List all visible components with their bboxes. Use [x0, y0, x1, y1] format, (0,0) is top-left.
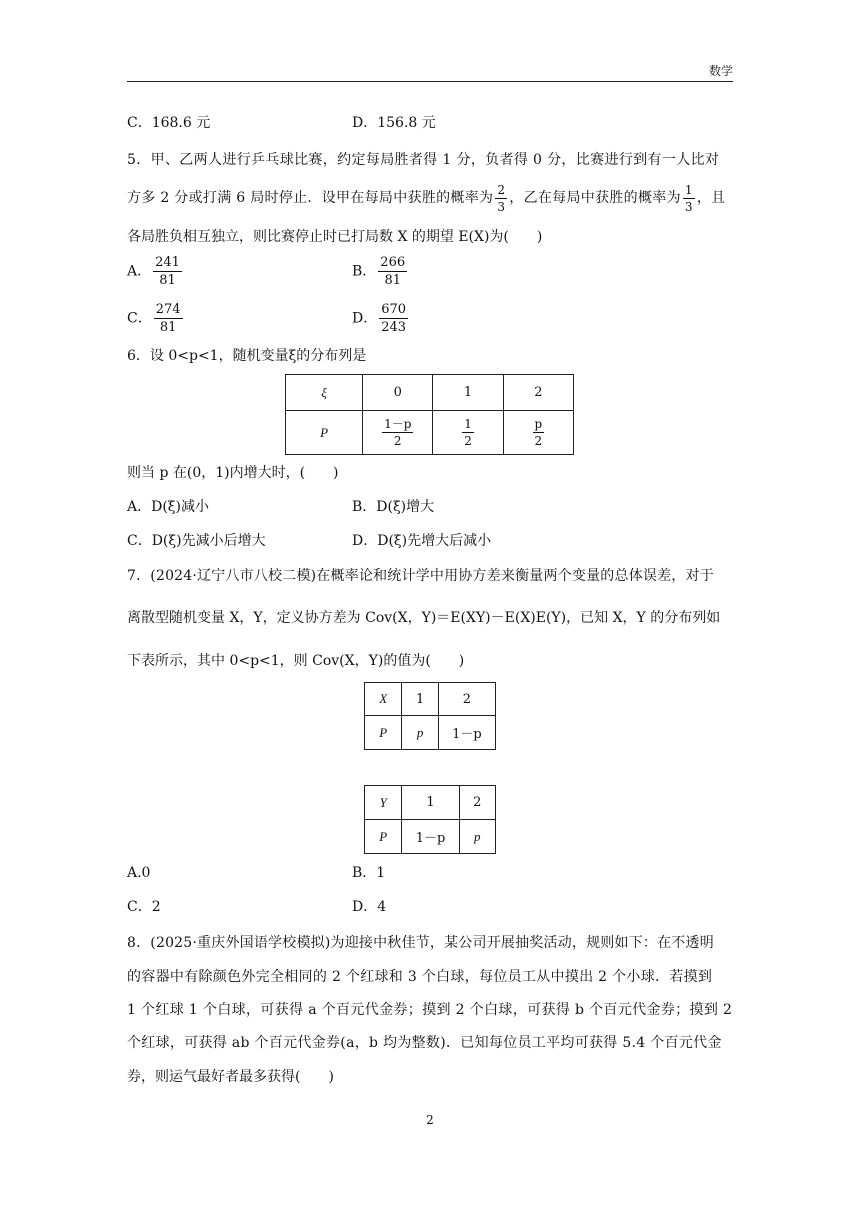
- q6-option-d: D．D(ξ)先增大后减小: [352, 533, 492, 549]
- table-cell: ξ: [286, 375, 363, 411]
- q5-frac-jia: $\frac{2}{3}$: [497, 182, 506, 214]
- table-cell: P: [286, 411, 363, 455]
- q5-stem-line3: 各局胜负相互独立，则比赛停止时已打局数 X 的期望 E(X)为( ): [127, 229, 543, 245]
- q5-text-c: ，且: [696, 190, 726, 206]
- table-cell: 1: [402, 786, 459, 820]
- q7-option-b: B．1: [352, 865, 386, 881]
- table-cell: X: [365, 683, 402, 716]
- table-cell: $\frac{1}{2}$: [433, 411, 503, 455]
- table-cell: P: [365, 820, 402, 854]
- q7-y-distribution-table: [364, 785, 496, 854]
- table-cell: 2: [459, 786, 495, 820]
- table-cell: Y: [365, 786, 402, 820]
- table-cell: 1－p: [402, 820, 459, 854]
- q4-option-d: D．156.8 元: [352, 115, 436, 131]
- q5-stem-line1: 5．甲、乙两人进行乒乓球比赛，约定每局胜者得 1 分，负者得 0 分，比赛进行到有一人比对: [127, 152, 720, 168]
- q7-stem-line2: 离散型随机变量 X，Y，定义协方差为 Cov(X，Y)＝E(XY)－E(X)E(Y)，已知 X，Y 的分布列如: [127, 610, 721, 626]
- q7-option-c: C．2: [127, 899, 161, 915]
- q6-after-text: 则当 p 在(0，1)内增大时，( ): [127, 465, 339, 481]
- table-cell: 0: [363, 375, 433, 411]
- table-cell: $\frac{p}{2}$: [503, 411, 573, 455]
- q8-stem-line5: 券，则运气最好者最多获得( ): [127, 1069, 334, 1085]
- table-cell: p: [402, 716, 438, 750]
- q5-option-a: A． $\frac{241}{81}$: [127, 255, 180, 288]
- q5-option-d: D． $\frac{670}{243}$: [352, 302, 407, 335]
- q8-stem-line4: 个红球，可获得 ab 个百元代金券(a，b 均为整数)．已知每位员工平均可获得 5.4 个百元代金: [127, 1035, 722, 1051]
- q8-stem-line3: 1 个红球 1 个白球，可获得 a 个百元代金券；摸到 2 个白球，可获得 b 个百元代金券；摸到 2: [127, 1002, 733, 1018]
- table-cell: $\frac{1-p}{2}$: [363, 411, 433, 455]
- q5-option-b: B． $\frac{266}{81}$: [352, 255, 406, 288]
- table-cell: p: [459, 820, 495, 854]
- table-cell: 1－p: [438, 716, 495, 750]
- table-cell: 1: [433, 375, 503, 411]
- q5-option-c: C． $\frac{274}{81}$: [127, 302, 181, 335]
- q7-stem-line1: 7．(2024·辽宁八市八校二模)在概率论和统计学中用协方差来衡量两个变量的总体误差，对于: [127, 568, 714, 584]
- q6-option-b: B．D(ξ)增大: [352, 499, 435, 515]
- subject-header: 数学: [708, 64, 733, 78]
- q8-stem-line1: 8．(2025·重庆外国语学校模拟)为迎接中秋佳节，某公司开展抽奖活动，规则如下：在不透明: [127, 935, 714, 951]
- q5-frac-yi: $\frac{1}{3}$: [684, 182, 693, 214]
- header-rule: [127, 81, 733, 82]
- q6-option-c: C．D(ξ)先减小后增大: [127, 533, 266, 549]
- table-cell: 2: [503, 375, 573, 411]
- table-cell: 1: [402, 683, 438, 716]
- q5-stem-line2: [127, 183, 725, 213]
- q5-text-a: 方多 2 分或打满 6 局时停止．设甲在每局中获胜的概率为: [127, 190, 494, 206]
- page-number: 2: [426, 1113, 434, 1127]
- q7-option-d: D．4: [352, 899, 387, 915]
- q5-text-b: ，乙在每局中获胜的概率为: [509, 190, 681, 206]
- q7-stem-line3: 下表所示，其中 0<p<1，则 Cov(X，Y)的值为( ): [127, 653, 465, 669]
- table-cell: P: [365, 716, 402, 750]
- q6-option-a: A．D(ξ)减小: [127, 499, 209, 515]
- q6-distribution-table: [285, 374, 574, 455]
- q8-stem-line2: 的容器中有除颜色外完全相同的 2 个红球和 3 个白球，每位员工从中摸出 2 个小球．若摸到: [127, 969, 713, 985]
- q7-option-a: A.0: [127, 865, 151, 881]
- q7-x-distribution-table: [364, 682, 496, 750]
- q6-stem: 6．设 0<p<1，随机变量ξ的分布列是: [127, 348, 367, 364]
- q4-option-c: C．168.6 元: [127, 115, 211, 131]
- table-cell: 2: [438, 683, 495, 716]
